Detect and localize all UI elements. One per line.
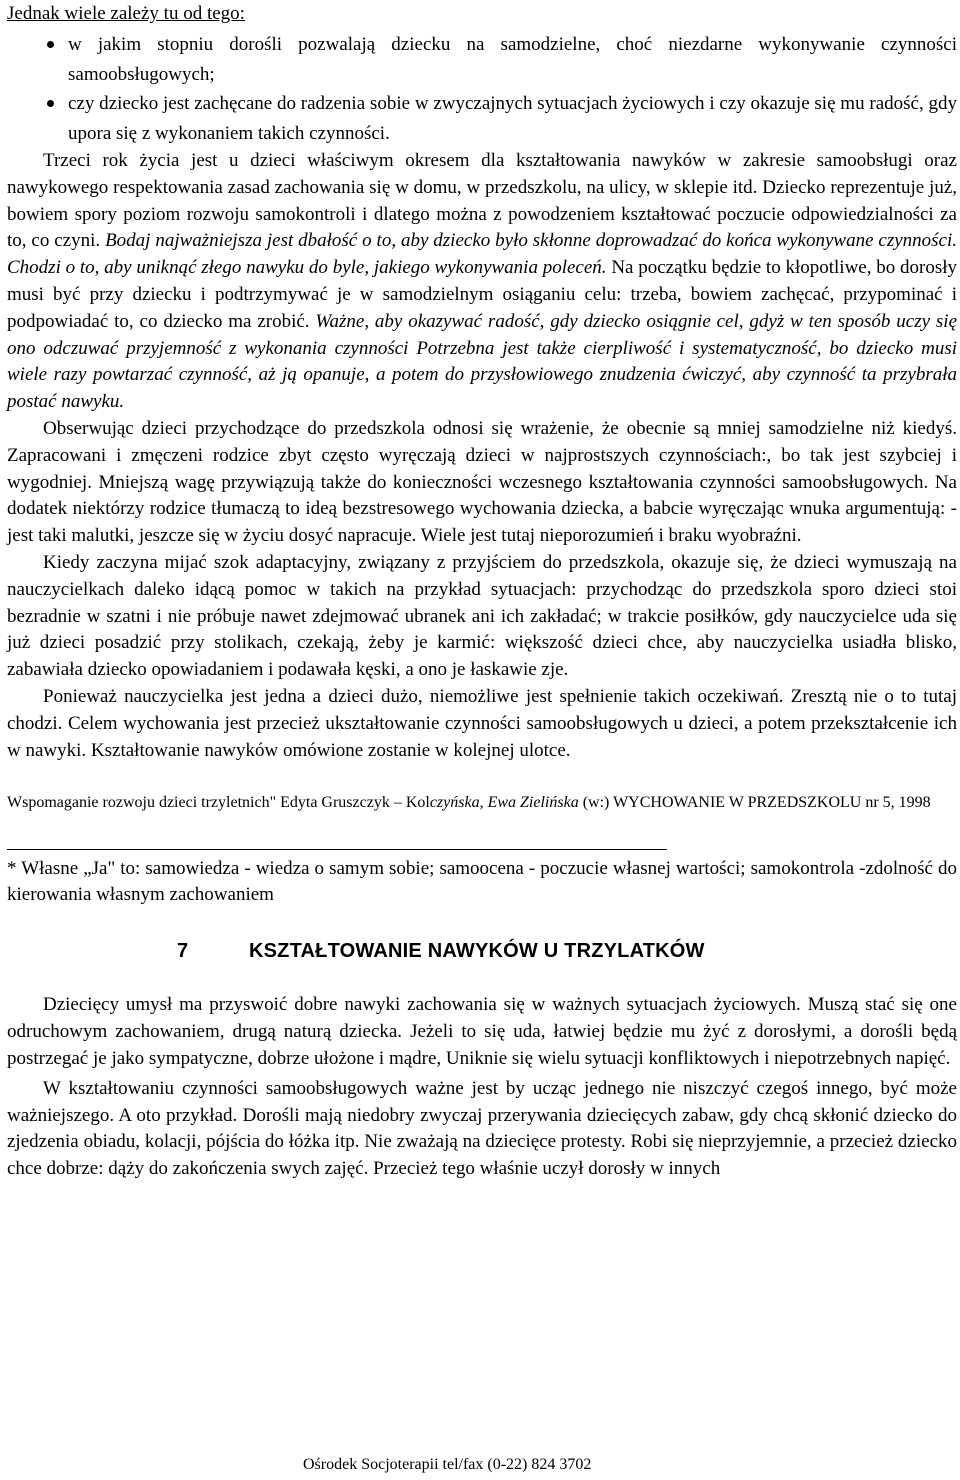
- footnote: * Własne „Ja" to: samowiedza - wiedza o samym sobie; samoocena - poczucie własnej wartości; samokontrola -zdolność do kierowania własnym zachowaniem: [7, 858, 957, 906]
- paragraph-observation: Obserwując dzieci przychodzące do przedszkola odnosi się wrażenie, że obecnie są mniej samodzielne niż kiedyś. Zapracowani i zmęczeni rodzice zbyt często wyręczają dzieci w najprostszych czynnościach:, bo tak jest szybciej i wygodniej. Mniejszą wagę przywiązują także do konieczności wczesnego kształtowania czynności samoobsługowych. Na dodatek niektórzy rodzice tłumaczą to ideą bezstresowego wychowania dziecka, a babcie wyręczając wnuka argumentują: -jest taki malutki, jeszcze się w życiu dosyć napracuje. Wiele jest tutaj nieporozumień i braku wyobraźni.: [7, 417, 957, 547]
- bullet-icon: [47, 41, 54, 48]
- citation-text: (w:) WYCHOWANIE W PRZEDSZKOLU nr 5, 1998: [578, 794, 931, 812]
- section-title: KSZTAŁTOWANIE NAWYKÓW U TRZYLATKÓW: [249, 940, 705, 963]
- intro-line: Jednak wiele zależy tu od tego:: [7, 3, 245, 24]
- page-footer: Ośrodek Socjoterapii tel/fax (0-22) 824 3702: [303, 1456, 592, 1473]
- bullet-icon: [47, 100, 54, 107]
- paragraph-emphasis: Ważne, aby okazywać radość, gdy dziecko osiągnie cel, gdyż w ten sposób uczy się ono odczuwać przyjemność z wykonania czynności Potrzebna jest także cierpliwość i systematyczność, bo dziecko musi wiele razy powtarzać czynność, aż ją opanuje, a potem do przysłowiowego znudzenia ćwiczyć, aby czynność ta przybrała postać nawyku.: [7, 310, 957, 413]
- list-item-text: w jakim stopniu dorośli pozwalają dziecku na samodzielne, choć niezdarne wykonywanie czynności samoobsługowych;: [68, 34, 957, 85]
- citation-text: Wspomaganie rozwoju dzieci trzyletnich" Edyta Gruszczyk – Kol: [7, 794, 430, 812]
- footnote-divider: [7, 849, 667, 850]
- bullet-list: [7, 30, 957, 148]
- document-page: [7, 0, 957, 1183]
- citation-authors: czyńska, Ewa Zielińska: [429, 794, 579, 812]
- section-heading: [7, 937, 957, 965]
- paragraph-conclusion: Ponieważ nauczycielka jest jedna a dzieci dużo, niemożliwe jest spełnienie takich oczekiwań. Zresztą nie o to tutaj chodzi. Celem wychowania jest przecież ukształtowanie czynności samoobsługowych u dzieci, a potem przekształcenie ich w nawyki. Kształtowanie nawyków omówione zostanie w kolejnej ulotce.: [7, 685, 957, 761]
- section-number: 7: [177, 940, 189, 963]
- paragraph-self-care: [7, 148, 957, 416]
- paragraph-emphasis: Bodaj najważniejsza jest dbałość o to, aby dziecko było skłonne doprowadzać do końca wykonywane czynności. Chodzi o to, aby uniknąć złego nawyku do byle, jakiego wykonywania poleceń.: [7, 230, 958, 279]
- source-citation: [7, 790, 957, 816]
- list-item: [7, 89, 957, 148]
- paragraph-example: W kształtowaniu czynności samoobsługowych ważne jest by ucząc jednego nie niszczyć czegoś innego, być może ważniejszego. A oto przykład. Dorośli mają niedobry zwyczaj przerywania dziecięcych zabaw, gdy chcą skłonić dziecko do zjedzenia obiadu, kolacji, pójścia do łóżka itp. Nie zważają na dziecięce protesty. Robi się nieprzyjemnie, a przecież dziecko chce dobrze: dąży do zakończenia swych zajęć. Przecież tego właśnie uczył dorosły w innych: [7, 1077, 957, 1180]
- paragraph-habits: Dziecięcy umysł ma przyswoić dobre nawyki zachowania się w ważnych sytuacjach życiowych. Muszą stać się one odruchowym zachowaniem, drugą naturą dziecka. Jeżeli to się uda, łatwiej będzie mu żyć z dorosłymi, a dorośli będą postrzegać je jako sympatyczne, dobrze ułożone i mądre, Uniknie się wielu sytuacji konfliktowych i niepotrzebnych napięć.: [7, 994, 957, 1069]
- list-item-text: czy dziecko jest zachęcane do radzenia sobie w zwyczajnych sytuacjach życiowych i czy okazuje się mu radość, gdy upora się z wykonaniem takich czynności.: [68, 93, 957, 144]
- paragraph-text: Trzeci rok życia jest u dzieci właściwym okresem dla kształtowania nawyków w zakresie samoobsługi oraz nawykowego respektowania zasad zachowania się w domu, w przedszkolu, na ulicy, w sklepie itd. Dziecko reprezentuje już, bowiem spory poziom rozwoju samokontroli i dlatego można z powodzeniem kształtować poczucie odpowiedzialności za to, co czyni.: [7, 150, 957, 252]
- list-item: [7, 30, 957, 89]
- paragraph-text: Na początku będzie to kłopotliwe, bo dorosły musi być przy dziecku i podtrzymywać je w samodzielnym osiąganiu celu: trzeba, bowiem zachęcać, przypominać i podpowiadać to, co dziecko ma zrobić.: [7, 257, 958, 332]
- paragraph-adaptation: Kiedy zaczyna mijać szok adaptacyjny, związany z przyjściem do przedszkola, okazuje się, że dzieci wymuszają na nauczycielkach daleko idącą pomoc w takich na przykład sytuacjach: przychodząc do przedszkola sporo dzieci stoi bezradnie w szatni i nie próbuje nawet zdejmować ubranek ani ich zakładać; w trakcie posiłków, gdy nauczycielce uda się już dzieci posadzić przy stolikach, czekają, żeby je karmić: większość dzieci chce, aby nauczycielka usiadła blisko, zabawiała dziecko opowiadaniem i podawała kęski, a ono je łaskawie zje.: [7, 551, 957, 681]
